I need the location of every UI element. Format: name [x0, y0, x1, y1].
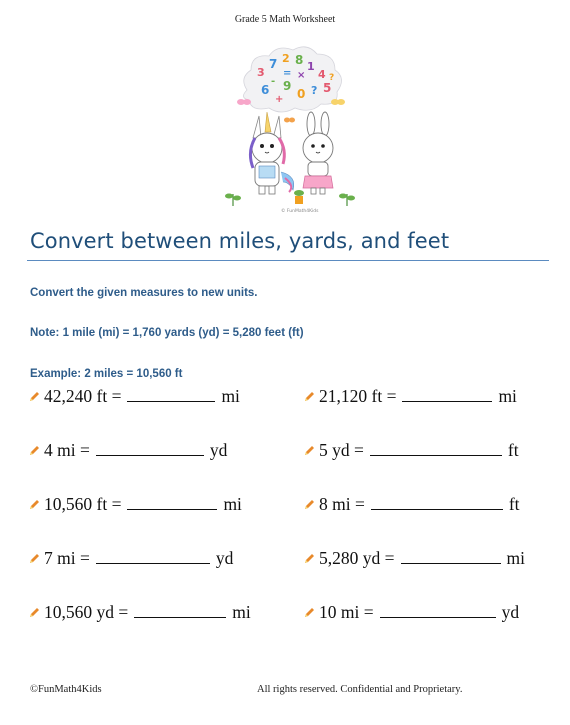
thought-cloud	[243, 47, 341, 112]
conversion-problem	[28, 548, 233, 569]
problem-unit: mi	[506, 548, 525, 568]
conversion-problem	[28, 386, 240, 407]
digit-7: 7	[269, 57, 278, 71]
problem-question: 42,240 ft =	[44, 386, 122, 406]
problem-question: 4 mi =	[44, 440, 90, 460]
conversion-problem	[28, 494, 242, 515]
conversion-problem	[28, 602, 251, 623]
worksheet-header: Grade 5 Math Worksheet	[234, 14, 336, 25]
butterfly-icon	[284, 118, 295, 123]
conversion-problem	[303, 602, 519, 623]
conversion-problem	[303, 386, 517, 407]
page-title: Convert between miles, yards, and feet	[30, 229, 450, 253]
problem-question: 5 yd =	[319, 440, 364, 460]
conversion-note: Note: 1 mile (mi) = 1,760 yards (yd) = 5,280 feet (ft)	[30, 327, 304, 339]
answer-blank[interactable]	[380, 603, 496, 618]
conversion-problem	[303, 440, 519, 461]
plus-sign: +	[275, 94, 284, 105]
plant-icon	[339, 194, 355, 207]
digit-2: 2	[282, 52, 290, 65]
problem-question: 10 mi =	[319, 602, 374, 622]
pencil-icon	[303, 553, 315, 565]
problem-unit: ft	[507, 440, 519, 460]
conversion-problem	[28, 440, 227, 461]
problem-unit: yd	[501, 602, 520, 622]
problem-question: 7 mi =	[44, 548, 90, 568]
conversion-problem	[303, 494, 520, 515]
digit-9: 9	[283, 79, 292, 93]
problem-unit: mi	[223, 494, 242, 514]
bunny-girl	[303, 112, 333, 194]
digit-8: 8	[295, 53, 304, 67]
pencil-icon	[28, 391, 40, 403]
problem-unit: yd	[209, 440, 228, 460]
pencil-icon	[28, 445, 40, 457]
digit-1: 1	[307, 60, 315, 73]
example-text: Example: 2 miles = 10,560 ft	[30, 368, 183, 380]
times-sign: ×	[297, 70, 306, 81]
answer-blank[interactable]	[371, 495, 503, 510]
answer-blank[interactable]	[127, 387, 215, 402]
title-divider	[27, 260, 549, 261]
unicorn-bunny	[250, 112, 293, 194]
illustration-copyright: © FunMath4Kids	[281, 209, 319, 214]
answer-blank[interactable]	[127, 495, 217, 510]
problem-question: 8 mi =	[319, 494, 365, 514]
pencil-icon	[303, 607, 315, 619]
problem-question: 21,120 ft =	[319, 386, 397, 406]
butterfly-icon	[237, 99, 251, 105]
problem-question: 10,560 yd =	[44, 602, 129, 622]
answer-blank[interactable]	[370, 441, 502, 456]
butterfly-icon	[331, 99, 345, 105]
pencil-icon	[303, 499, 315, 511]
answer-blank[interactable]	[96, 549, 210, 564]
question-mark-small: ?	[329, 73, 335, 83]
answer-blank[interactable]	[401, 549, 501, 564]
problem-unit: ft	[508, 494, 520, 514]
digit-0: 0	[297, 87, 306, 101]
pencil-icon	[28, 607, 40, 619]
footer-rights: All rights reserved. Confidential and Proprietary.	[257, 684, 463, 695]
footer-copyright: ©FunMath4Kids	[30, 684, 102, 695]
answer-blank[interactable]	[134, 603, 226, 618]
digit-5: 5	[323, 81, 332, 95]
digit-4: 4	[318, 68, 326, 81]
problem-question: 5,280 yd =	[319, 548, 395, 568]
digit-3: 3	[257, 66, 265, 79]
plant-icon	[225, 194, 241, 207]
flower-pot-icon	[294, 190, 304, 204]
math-bunnies-illustration	[225, 40, 355, 215]
problem-unit: mi	[232, 602, 251, 622]
answer-blank[interactable]	[96, 441, 204, 456]
instruction-text: Convert the given measures to new units.	[30, 287, 258, 299]
conversion-problem	[303, 548, 525, 569]
pencil-icon	[303, 445, 315, 457]
minus-sign: -	[271, 76, 276, 87]
answer-blank[interactable]	[402, 387, 492, 402]
equals-sign: =	[283, 68, 292, 79]
question-mark: ?	[311, 84, 318, 97]
problem-unit: yd	[215, 548, 234, 568]
pencil-icon	[303, 391, 315, 403]
pencil-icon	[28, 553, 40, 565]
problem-unit: mi	[498, 386, 517, 406]
pencil-icon	[28, 499, 40, 511]
digit-6: 6	[261, 83, 270, 97]
problem-question: 10,560 ft =	[44, 494, 122, 514]
problem-unit: mi	[221, 386, 240, 406]
